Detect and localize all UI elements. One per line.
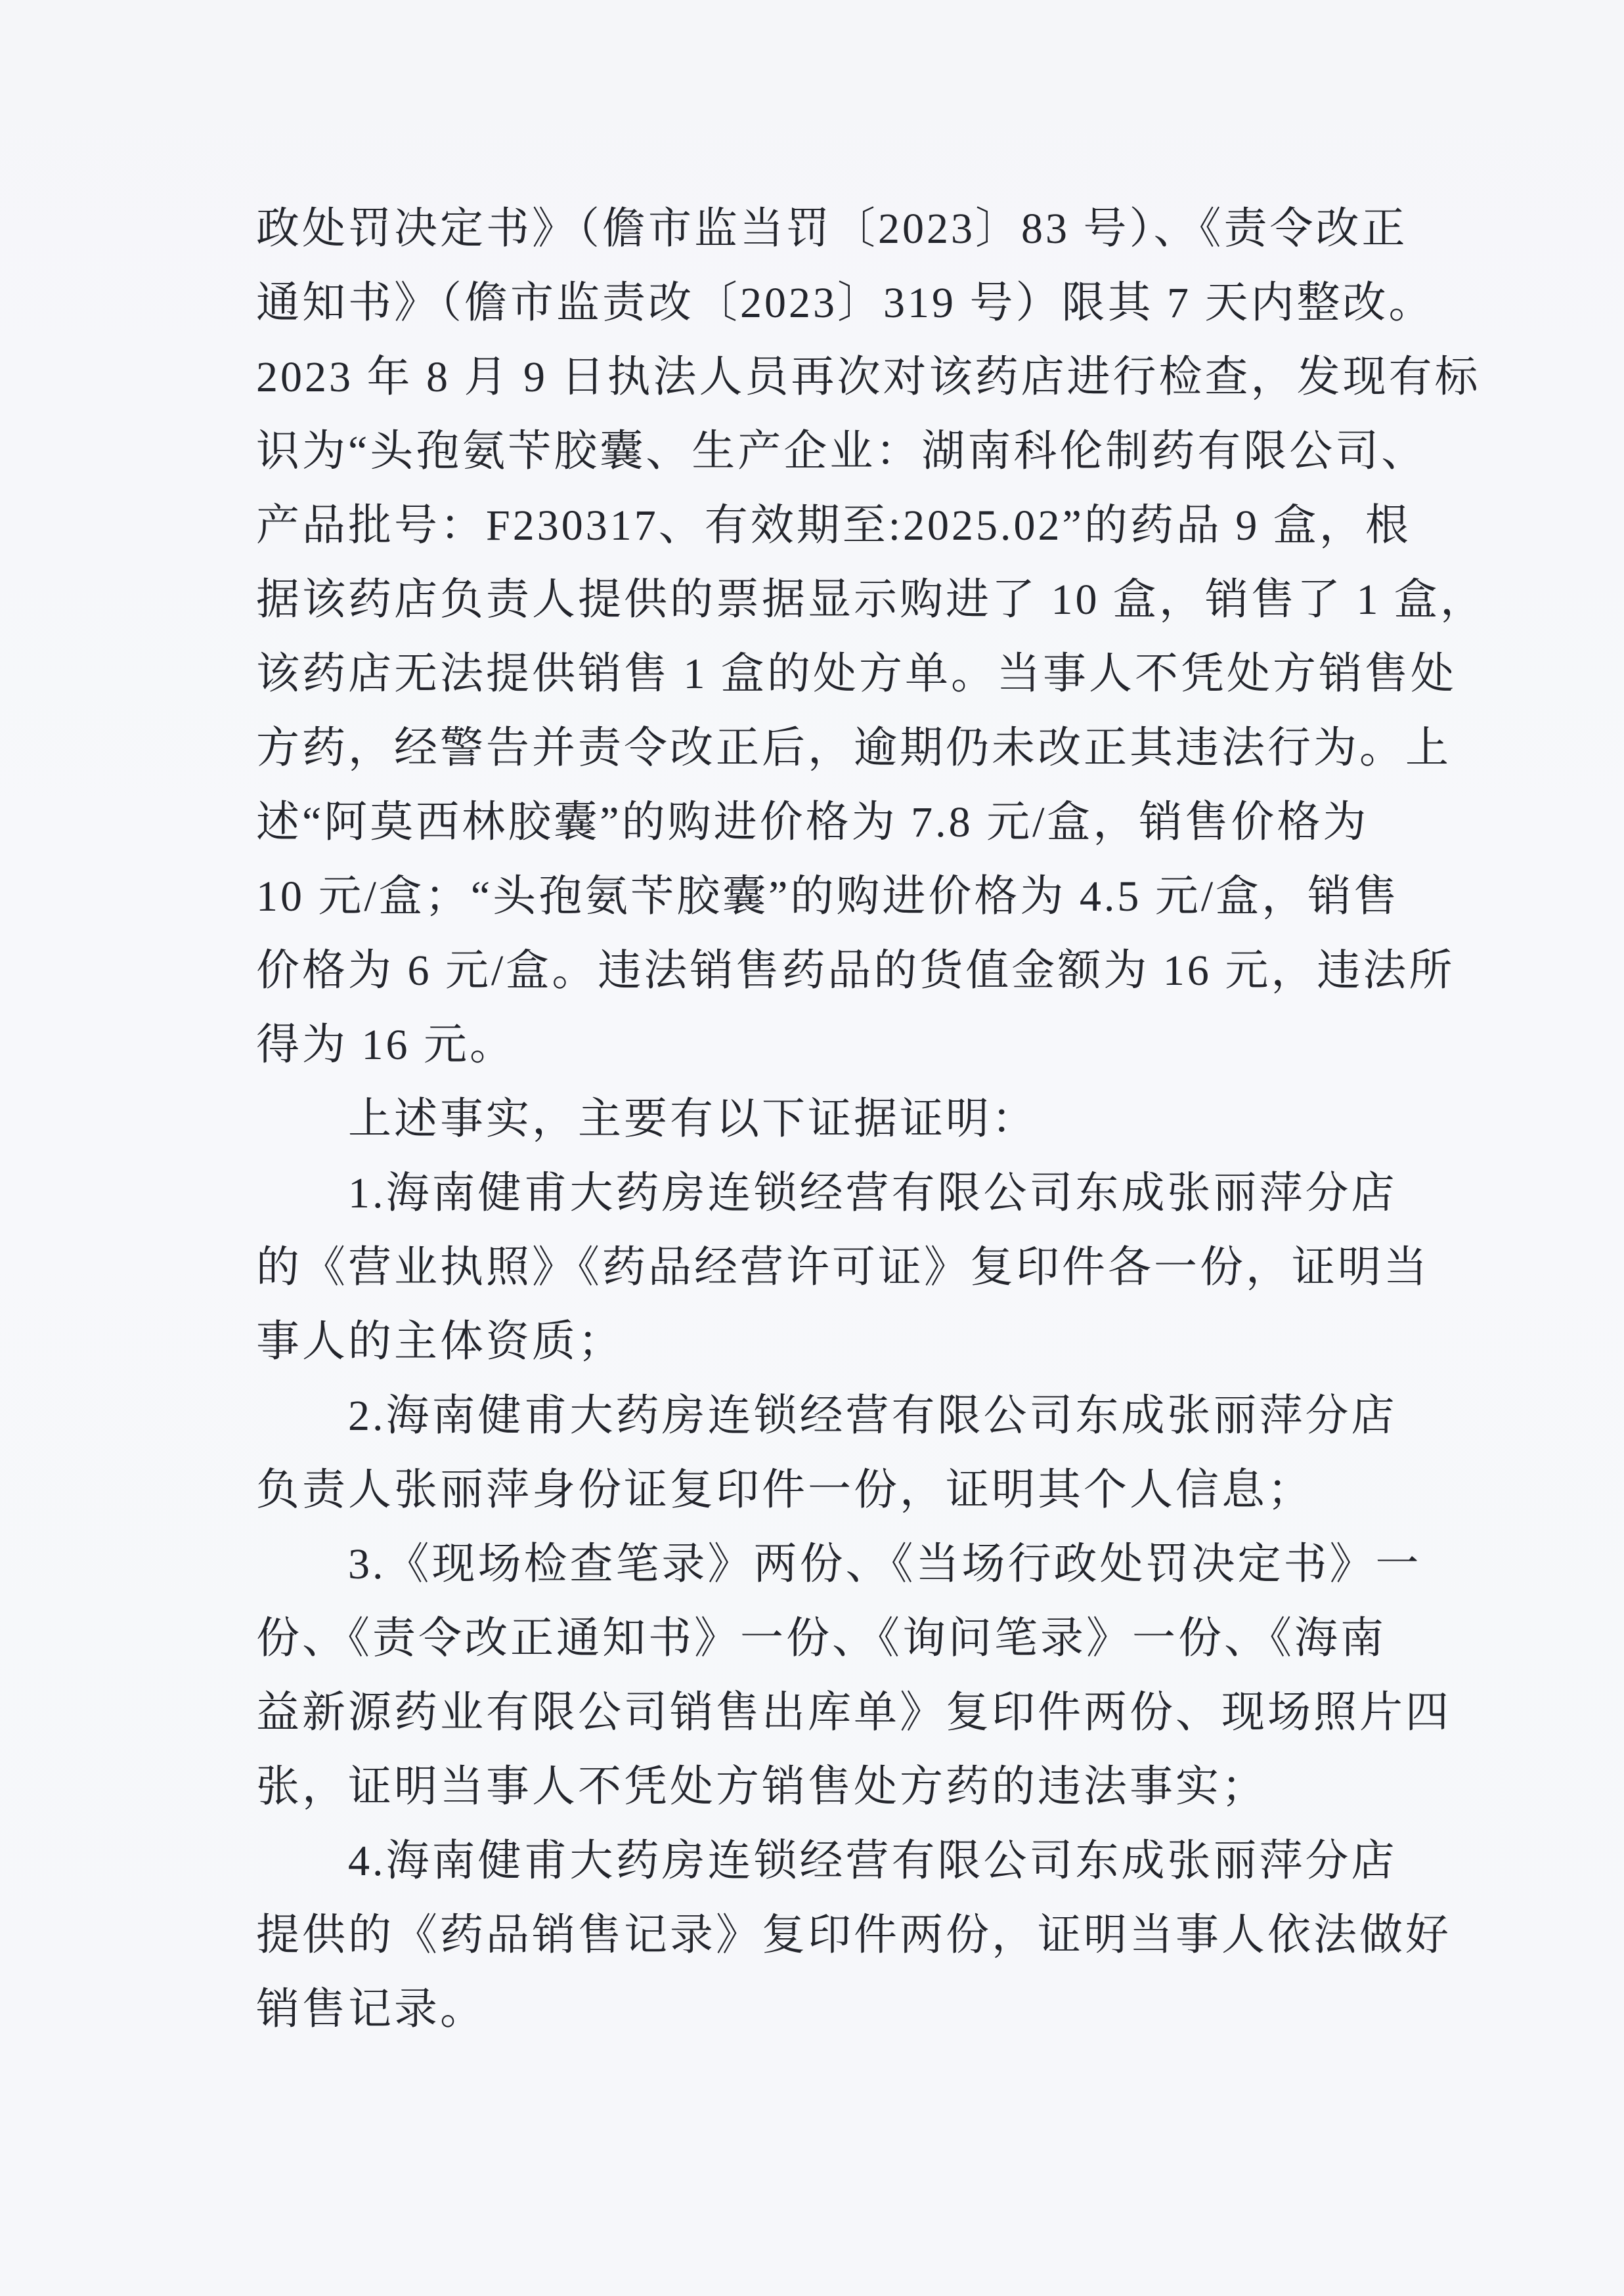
text-line: 识为“头孢氨苄胶囊、生产企业：湖南科伦制药有限公司、 xyxy=(256,427,1428,475)
paragraph-start-line: 上述事实，主要有以下证据证明： xyxy=(348,1095,1038,1143)
text-line: 份、《责令改正通知书》一份、《询问笔录》一份、《海南 xyxy=(256,1614,1386,1662)
text-line: 政处罚决定书》（儋市监当罚〔2023〕83 号）、《责令改正 xyxy=(256,205,1408,253)
paragraph-start-line: 2.海南健甫大药房连锁经营有限公司东成张丽萍分店 xyxy=(348,1392,1397,1440)
text-line: 10 元/盒；“头孢氨苄胶囊”的购进价格为 4.5 元/盒，销售 xyxy=(256,873,1400,921)
text-line: 事人的主体资质； xyxy=(256,1318,624,1366)
text-line: 述“阿莫西林胶囊”的购进价格为 7.8 元/盒，销售价格为 xyxy=(256,798,1369,846)
paragraph-start-line: 4.海南健甫大药房连锁经营有限公司东成张丽萍分店 xyxy=(348,1837,1397,1885)
text-line: 负责人张丽萍身份证复印件一份，证明其个人信息； xyxy=(256,1466,1313,1514)
document-body xyxy=(256,192,1486,2047)
text-line: 价格为 6 元/盒。违法销售药品的货值金额为 16 元，违法所 xyxy=(256,947,1455,995)
text-line: 的《营业执照》《药品经营许可证》复印件各一份，证明当 xyxy=(256,1244,1430,1291)
text-line: 销售记录。 xyxy=(256,1985,486,2033)
text-line: 益新源药业有限公司销售出库单》复印件两份、现场照片四 xyxy=(256,1689,1451,1737)
text-line: 产品批号：F230317、有效期至:2025.02”的药品 9 盒，根 xyxy=(256,502,1411,550)
text-line: 通知书》（儋市监责改〔2023〕319 号）限其 7 天内整改。 xyxy=(256,279,1435,327)
paragraph-start-line: 1.海南健甫大药房连锁经营有限公司东成张丽萍分店 xyxy=(348,1169,1397,1217)
text-line: 2023 年 8 月 9 日执法人员再次对该药店进行检查，发现有标 xyxy=(256,353,1481,401)
text-line: 方药，经警告并责令改正后，逾期仍未改正其违法行为。上 xyxy=(256,724,1451,772)
text-line: 据该药店负责人提供的票据显示购进了 10 盒，销售了 1 盒， xyxy=(256,576,1486,624)
text-line: 张，证明当事人不凭处方销售处方药的违法事实； xyxy=(256,1763,1267,1811)
paragraph-start-line: 3.《现场检查笔录》两份、《当场行政处罚决定书》一 xyxy=(348,1540,1422,1588)
text-line: 该药店无法提供销售 1 盒的处方单。当事人不凭处方销售处 xyxy=(256,650,1457,698)
text-line: 提供的《药品销售记录》复印件两份，证明当事人依法做好 xyxy=(256,1911,1451,1959)
text-line: 得为 16 元。 xyxy=(256,1021,516,1069)
